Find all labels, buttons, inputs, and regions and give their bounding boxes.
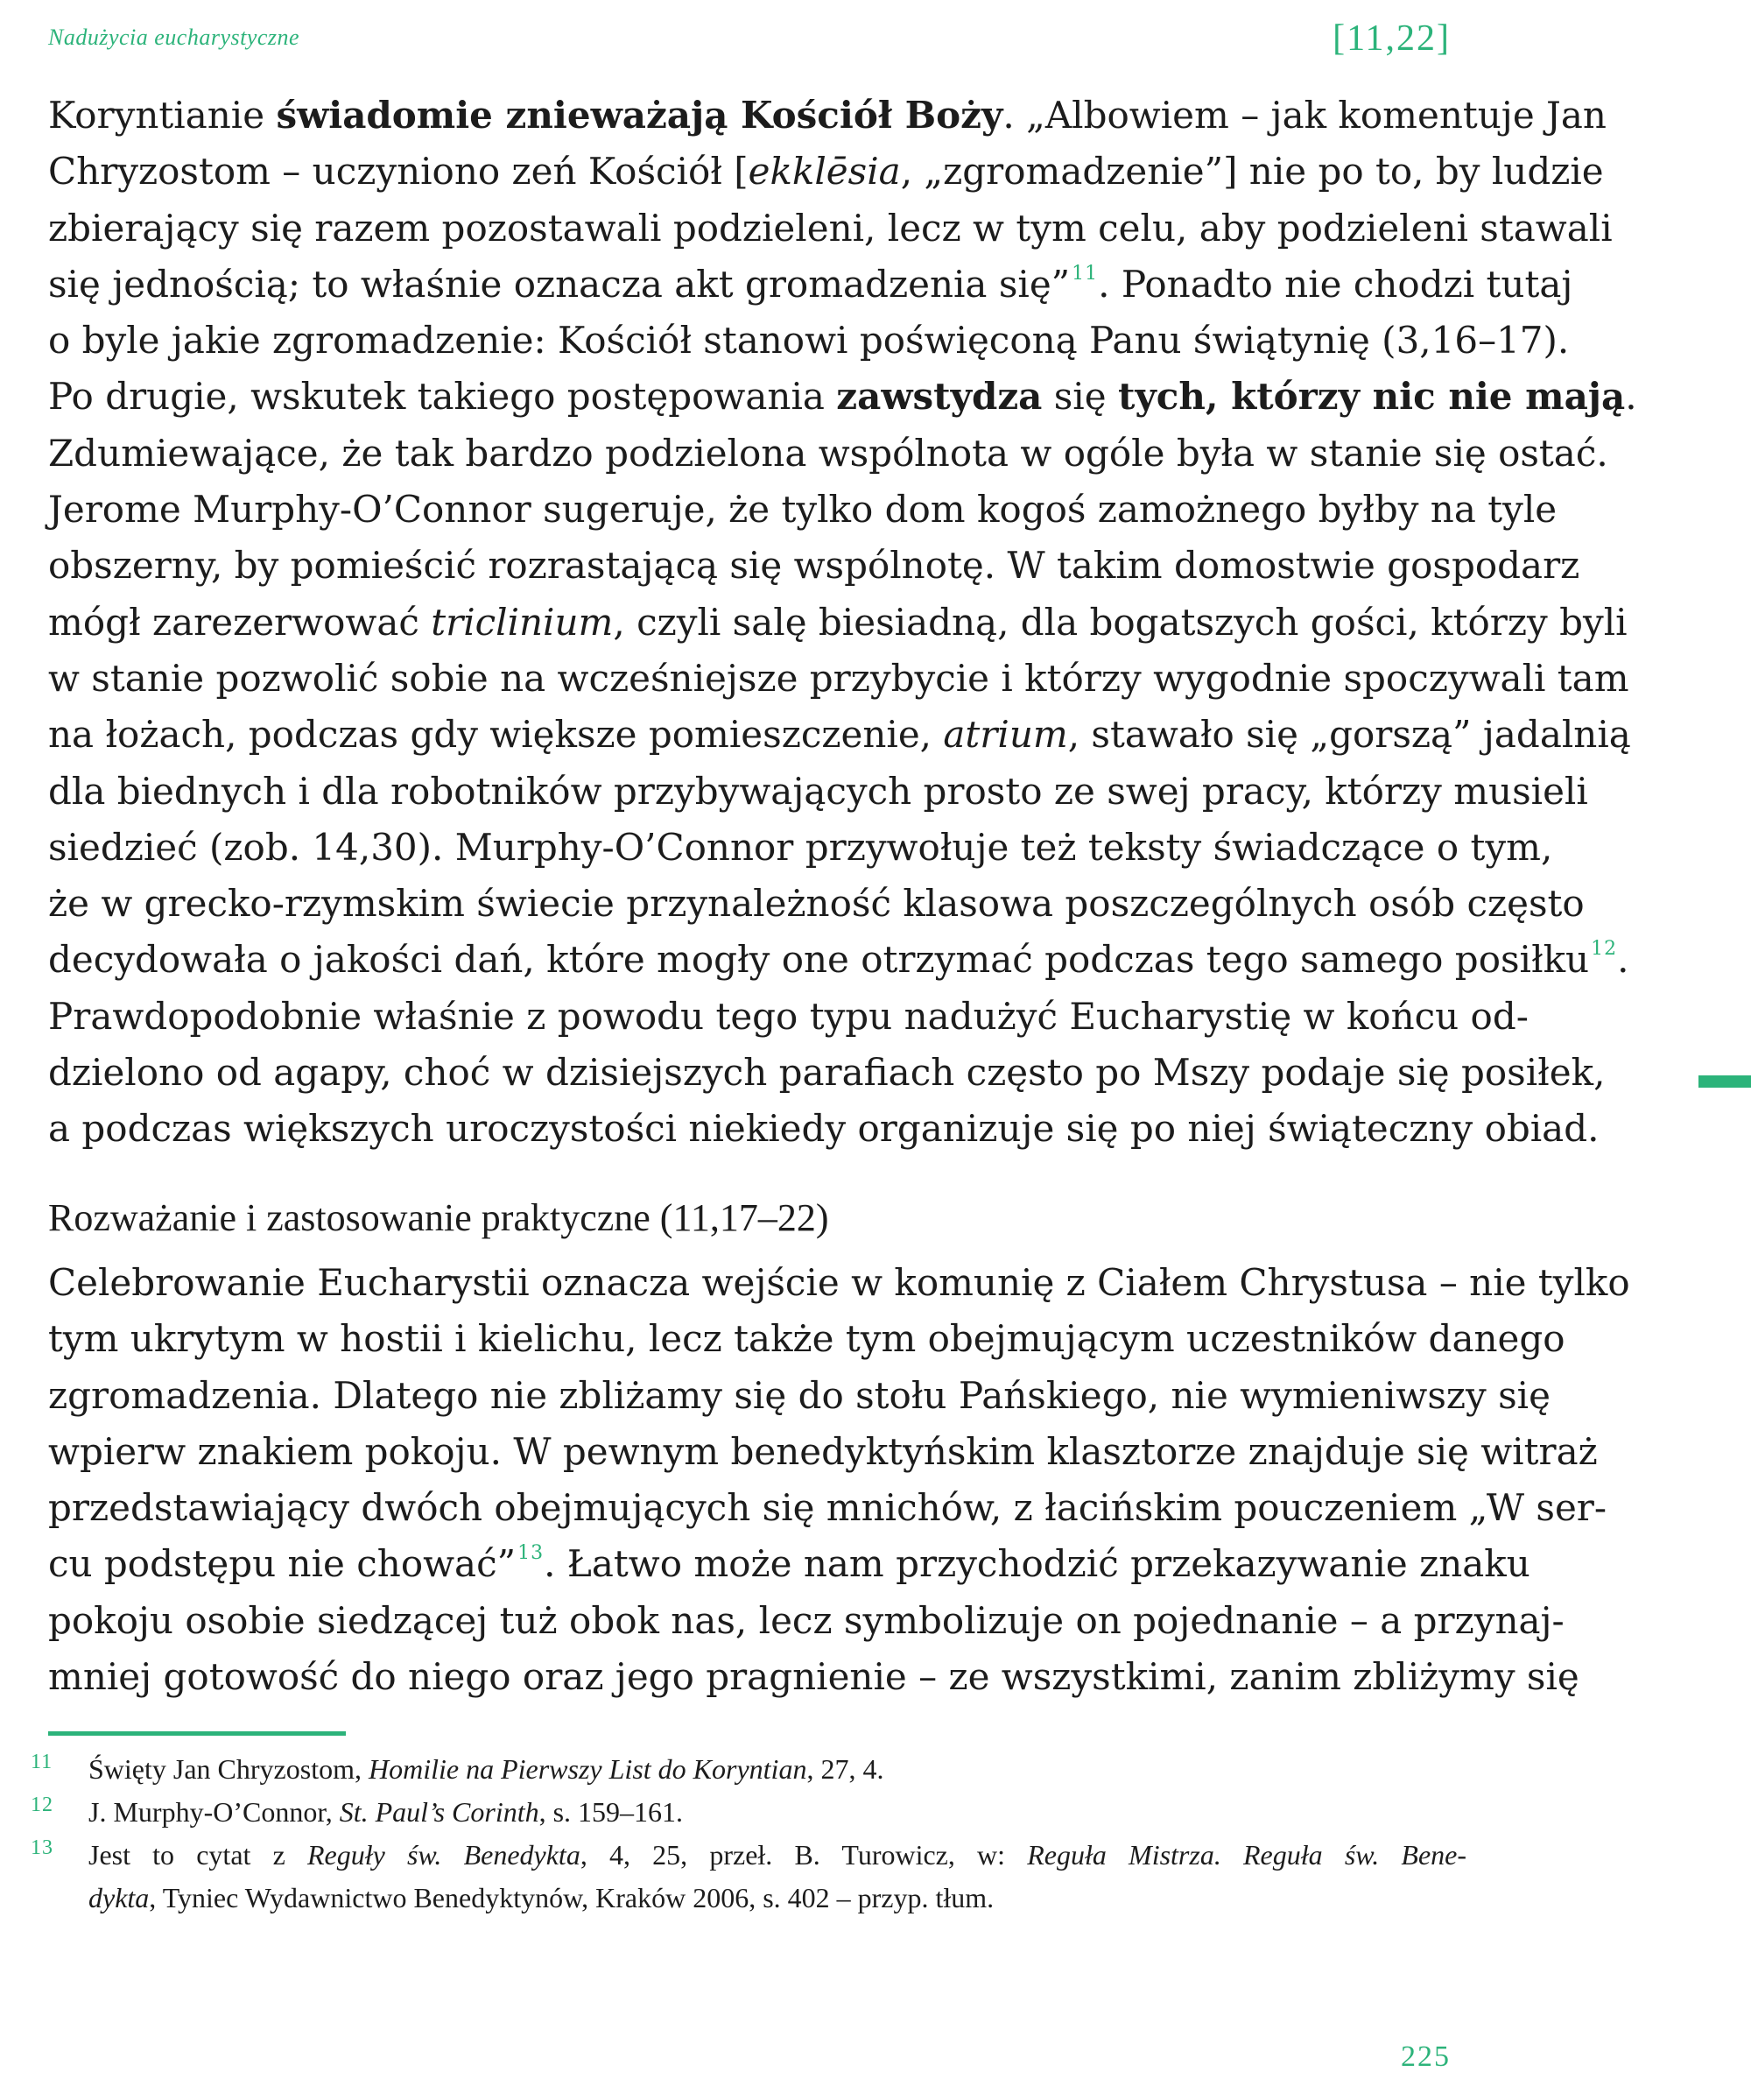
text-line: Jerome Murphy-O’Connor sugeruje, że tylko dom kogoś zamożnego byłby na tyle [48, 488, 1558, 532]
text-line: mniej gotowość do niego oraz jego pragnienie – ze wszystkimi, zanim zbliżymy się [48, 1655, 1579, 1699]
text-line: zgromadzenia. Dlatego nie zbliżamy się do stołu Pańskiego, nie wymieniwszy się [48, 1373, 1551, 1417]
text-line: tym ukrytym w hostii i kielichu, lecz także tym obejmującym uczestników danego [48, 1317, 1565, 1361]
text-line: a podczas większych uroczystości niekiedy organizuje się po niej świąteczny obiad. [48, 1107, 1600, 1151]
text-line: w stanie pozwolić sobie na wcześniejsze przybycie i którzy wygodnie spoczywali tam [48, 656, 1629, 700]
text-line: Koryntianie świadomie znieważają Kościół Boży. „Albowiem – jak komentuje Jan [48, 94, 1607, 137]
text-line: Po drugie, wskutek takiego postępowania zawstydza się tych, którzy nic nie mają. [48, 375, 1637, 419]
text-line: przedstawiający dwóch obejmujących się mnichów, z łacińskim pouczeniem „W ser- [48, 1486, 1607, 1530]
footnote-text: J. Murphy-O’Connor, St. Paul’s Corinth, s. 159–161. [88, 1796, 684, 1828]
text-line: się jednością; to właśnie oznacza akt gromadzenia się”$^{11}$. Ponadto nie chodzi tutaj [48, 262, 1573, 306]
footnote-ref[interactable]: 11 [1072, 262, 1099, 285]
footnote-number: 11 [31, 1751, 53, 1773]
text-line: Zdumiewające, że tak bardzo podzielona wspólnota w ogóle była w stanie się ostać. [48, 431, 1608, 475]
text-line: wpierw znakiem pokoju. W pewnym benedyktyńskim klasztorze znajduje się witraż [48, 1429, 1598, 1473]
text-line: dzielono od agapy, choć w dzisiejszych parafiach często po Mszy podaje się posiłek, [48, 1051, 1606, 1095]
footnote-text: Święty Jan Chryzostom, Homilie na Pierwszy List do Koryntian, 27, 4. [88, 1753, 884, 1785]
footnote-number: 12 [31, 1793, 53, 1816]
running-title: Nadużycia eucharystyczne [48, 25, 300, 50]
text-line: na łożach, podczas gdy większe pomieszczenie, atrium, stawało się „gorszą” jadalnią [48, 713, 1631, 757]
text-line: zbierający się razem pozostawali podzieleni, lecz w tym celu, aby podzieleni stawali [48, 206, 1613, 250]
chapter-edge-marker [1698, 1075, 1751, 1088]
footnotes [31, 1748, 1466, 1920]
text-line: pokoju osobie siedzącej tuż obok nas, lecz symbolizuje on pojednanie – a przynaj- [48, 1598, 1565, 1642]
text-line: mógł zarezerwować triclinium, czyli salę biesiadną, dla bogatszych gości, którzy byli [48, 600, 1628, 644]
text-line: o byle jakie zgromadzenie: Kościół stanowi poświęconą Panu świątynię (3,16–17). [48, 319, 1570, 363]
page-number: 225 [1401, 2040, 1451, 2073]
footnote-ref[interactable]: 13 [517, 1542, 545, 1565]
main-paragraph [48, 88, 1637, 1158]
section-paragraph [48, 1255, 1630, 1705]
footnote-ref[interactable]: 12 [1591, 938, 1618, 961]
footnote-text: Jest to cytat z Reguły św. Benedykta, 4, 25, przeł. B. Turowicz, w: Reguła Mistrza. Reguła św. Bene- dykta, Tyniec Wydawnictwo Benedyktynów, Kraków 2006, s. 402 – przyp. tłum. [88, 1839, 1467, 1913]
section-heading: Rozważanie i zastosowanie praktyczne (11,17–22) [48, 1196, 829, 1239]
verse-reference: [11,22] [1333, 18, 1451, 59]
text-line: Chryzostom – uczyniono zeń Kościół [ekklēsia, „zgromadzenie”] nie po to, by ludzie [48, 150, 1604, 194]
text-line: decydowała o jakości dań, które mogły one otrzymać podczas tego samego posiłku$^{12}$. [48, 938, 1629, 982]
text-line: Celebrowanie Eucharystii oznacza wejście w komunię z Ciałem Chrystusa – nie tylko [48, 1261, 1630, 1304]
text-line: że w grecko-rzymskim świecie przynależność klasowa poszczególnych osób często [48, 882, 1585, 926]
footnote-number: 13 [31, 1836, 53, 1859]
footnote-item [31, 1834, 1466, 1920]
text-line: obszerny, by pomieścić rozrastającą się wspólnotę. W takim domostwie gospodarz [48, 544, 1580, 588]
footnote-separator [48, 1731, 346, 1736]
text-line: cu podstępu nie chować”$^{13}$. Łatwo może nam przychodzić przekazywanie znaku [48, 1542, 1530, 1586]
text-line: siedzieć (zob. 14,30). Murphy-O’Connor przywołuje też teksty świadczące o tym, [48, 825, 1553, 869]
footnote-item [31, 1748, 1466, 1791]
footnote-item [31, 1791, 1466, 1834]
text-line: Prawdopodobnie właśnie z powodu tego typu nadużyć Eucharystię w końcu od- [48, 994, 1529, 1038]
text-line: dla biednych i dla robotników przybywających prosto ze swej pracy, którzy musieli [48, 769, 1588, 813]
